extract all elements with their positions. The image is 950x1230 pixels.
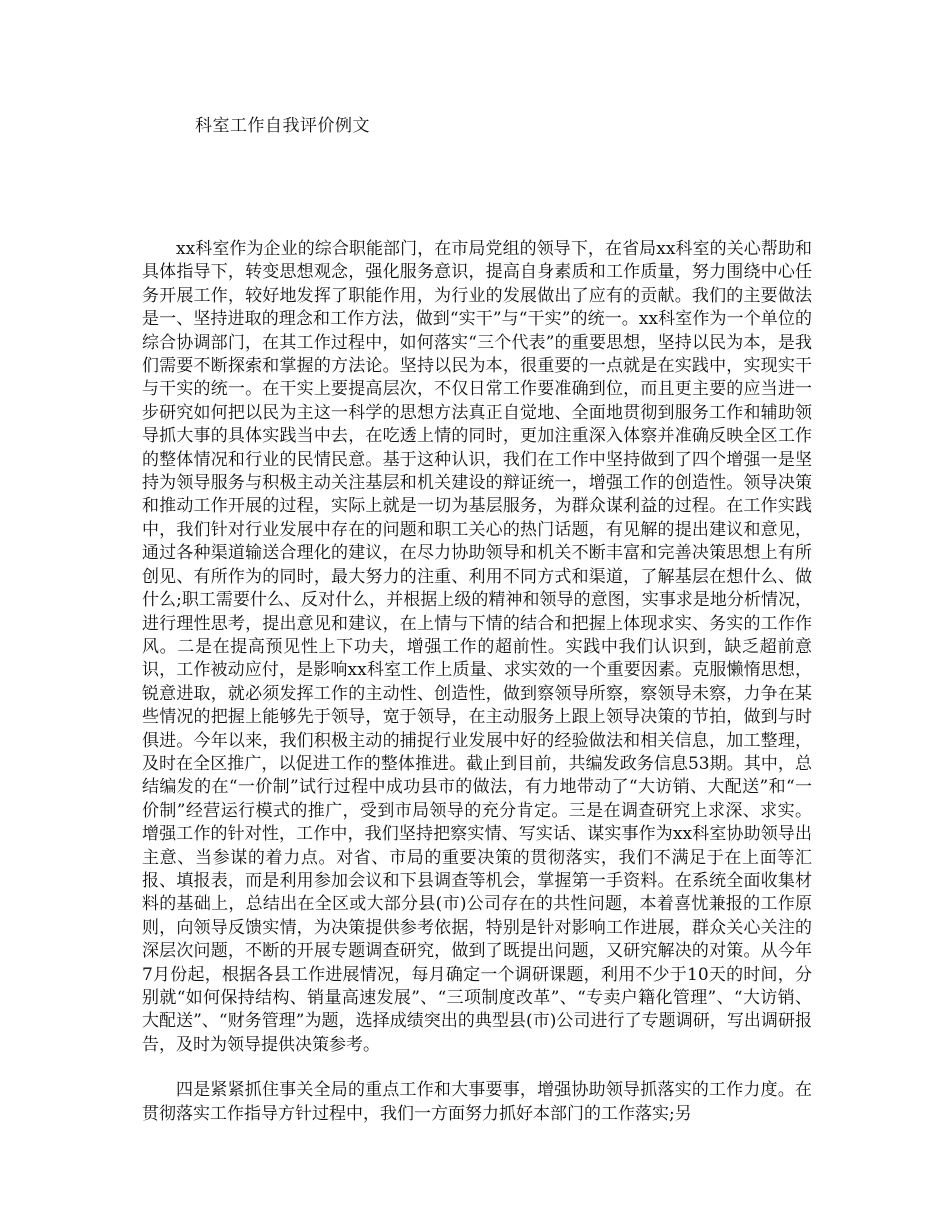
document-body	[142, 238, 812, 1126]
document-title: 科室工作自我评价例文	[195, 116, 370, 136]
body-paragraph-2: 四是紧紧抓住事关全局的重点工作和大事要事，增强协助领导抓落实的工作力度。在贯彻落实工作指导方针过程中，我们一方面努力抓好本部门的工作落实;另	[142, 1080, 812, 1124]
body-paragraph-1: xx科室作为企业的综合职能部门，在市局党组的领导下，在省局xx科室的关心帮助和具体指导下，转变思想观念，强化服务意识，提高自身素质和工作质量，努力围绕中心任务开展工作，较好地发挥了职能作用，为行业的发展做出了应有的贡献。我们的主要做法是一、坚持进取的理念和工作方法，做到“实干”与“干实”的统一。xx科室作为一个单位的综合协调部门，在其工作过程中，如何落实“三个代表”的重要思想，坚持以民为本，是我们需要不断探索和掌握的方法论。坚持以民为本，很重要的一点就是在实践中，实现实干与干实的统一。在干实上要提高层次，不仅日常工作要准确到位，而且更主要的应当进一步研究如何把以民为主这一科学的思想方法真正自觉地、全面地贯彻到服务工作和辅助领导抓大事的具体实践当中去，在吃透上情的同时，更加注重深入体察并准确反映全区工作的整体情况和行业的民情民意。基于这种认识，我们在工作中坚持做到了四个增强一是坚持为领导服务与积极主动关注基层和机关建设的辩证统一，增强工作的创造性。领导决策和推动工作开展的过程，实际上就是一切为基层服务，为群众谋利益的过程。在工作实践中，我们针对行业发展中存在的问题和职工关心的热门话题，有见解的提出建议和意见，通过各种渠道输送合理化的建议，在尽力协助领导和机关不断丰富和完善决策思想上有所创见、有所作为的同时，最大努力的注重、利用不同方式和渠道，了解基层在想什么、做什么;职工需要什么、反对什么，并根据上级的精神和领导的意图，实事求是地分析情况，进行理性思考，提出意见和建议，在上情与下情的结合和把握上体现求实、务实的工作作风。二是在提高预见性上下功夫，增强工作的超前性。实践中我们认识到，缺乏超前意识，工作被动应付，是影响xx科室工作上质量、求实效的一个重要因素。克服懒惰思想，锐意进取，就必须发挥工作的主动性、创造性，做到察领导所察，察领导未察，力争在某些情况的把握上能够先于领导，宽于领导，在主动服务上跟上领导决策的节拍，做到与时俱进。今年以来，我们积极主动的捕捉行业发展中好的经验做法和相关信息，加工整理，及时在全区推广，以促进工作的整体推进。截止到目前，共编发政务信息53期。其中，总结编发的在“一价制”试行过程中成功县市的做法，有力地带动了“大访销、大配送”和“一价制”经营运行模式的推广，受到市局领导的充分肯定。三是在调查研究上求深、求实。增强工作的针对性，工作中，我们坚持把察实情、写实话、谋实事作为xx科室协助领导出主意、当参谋的着力点。对省、市局的重要决策的贯彻落实，我们不满足于在上面等汇报、填报表，而是利用参加会议和下县调查等机会，掌握第一手资料。在系统全面收集材料的基础上，总结出在全区或大部分县(市)公司存在的共性问题，本着喜忧兼报的工作原则，向领导反馈实情，为决策提供参考依据，特别是针对影响工作进展，群众关心关注的深层次问题，不断的开展专题调查研究，做到了既提出问题，又研究解决的对策。从今年7月份起，根据各县工作进展情况，每月确定一个调研课题，利用不少于10天的时间，分别就“如何保持结构、销量高速发展”、“三项制度改革”、“专卖户籍化管理”、“大访销、大配送”、“财务管理”为题，选择成绩突出的典型县(市)公司进行了专题调研，写出调研报告，及时为领导提供决策参考。	[142, 239, 812, 1055]
